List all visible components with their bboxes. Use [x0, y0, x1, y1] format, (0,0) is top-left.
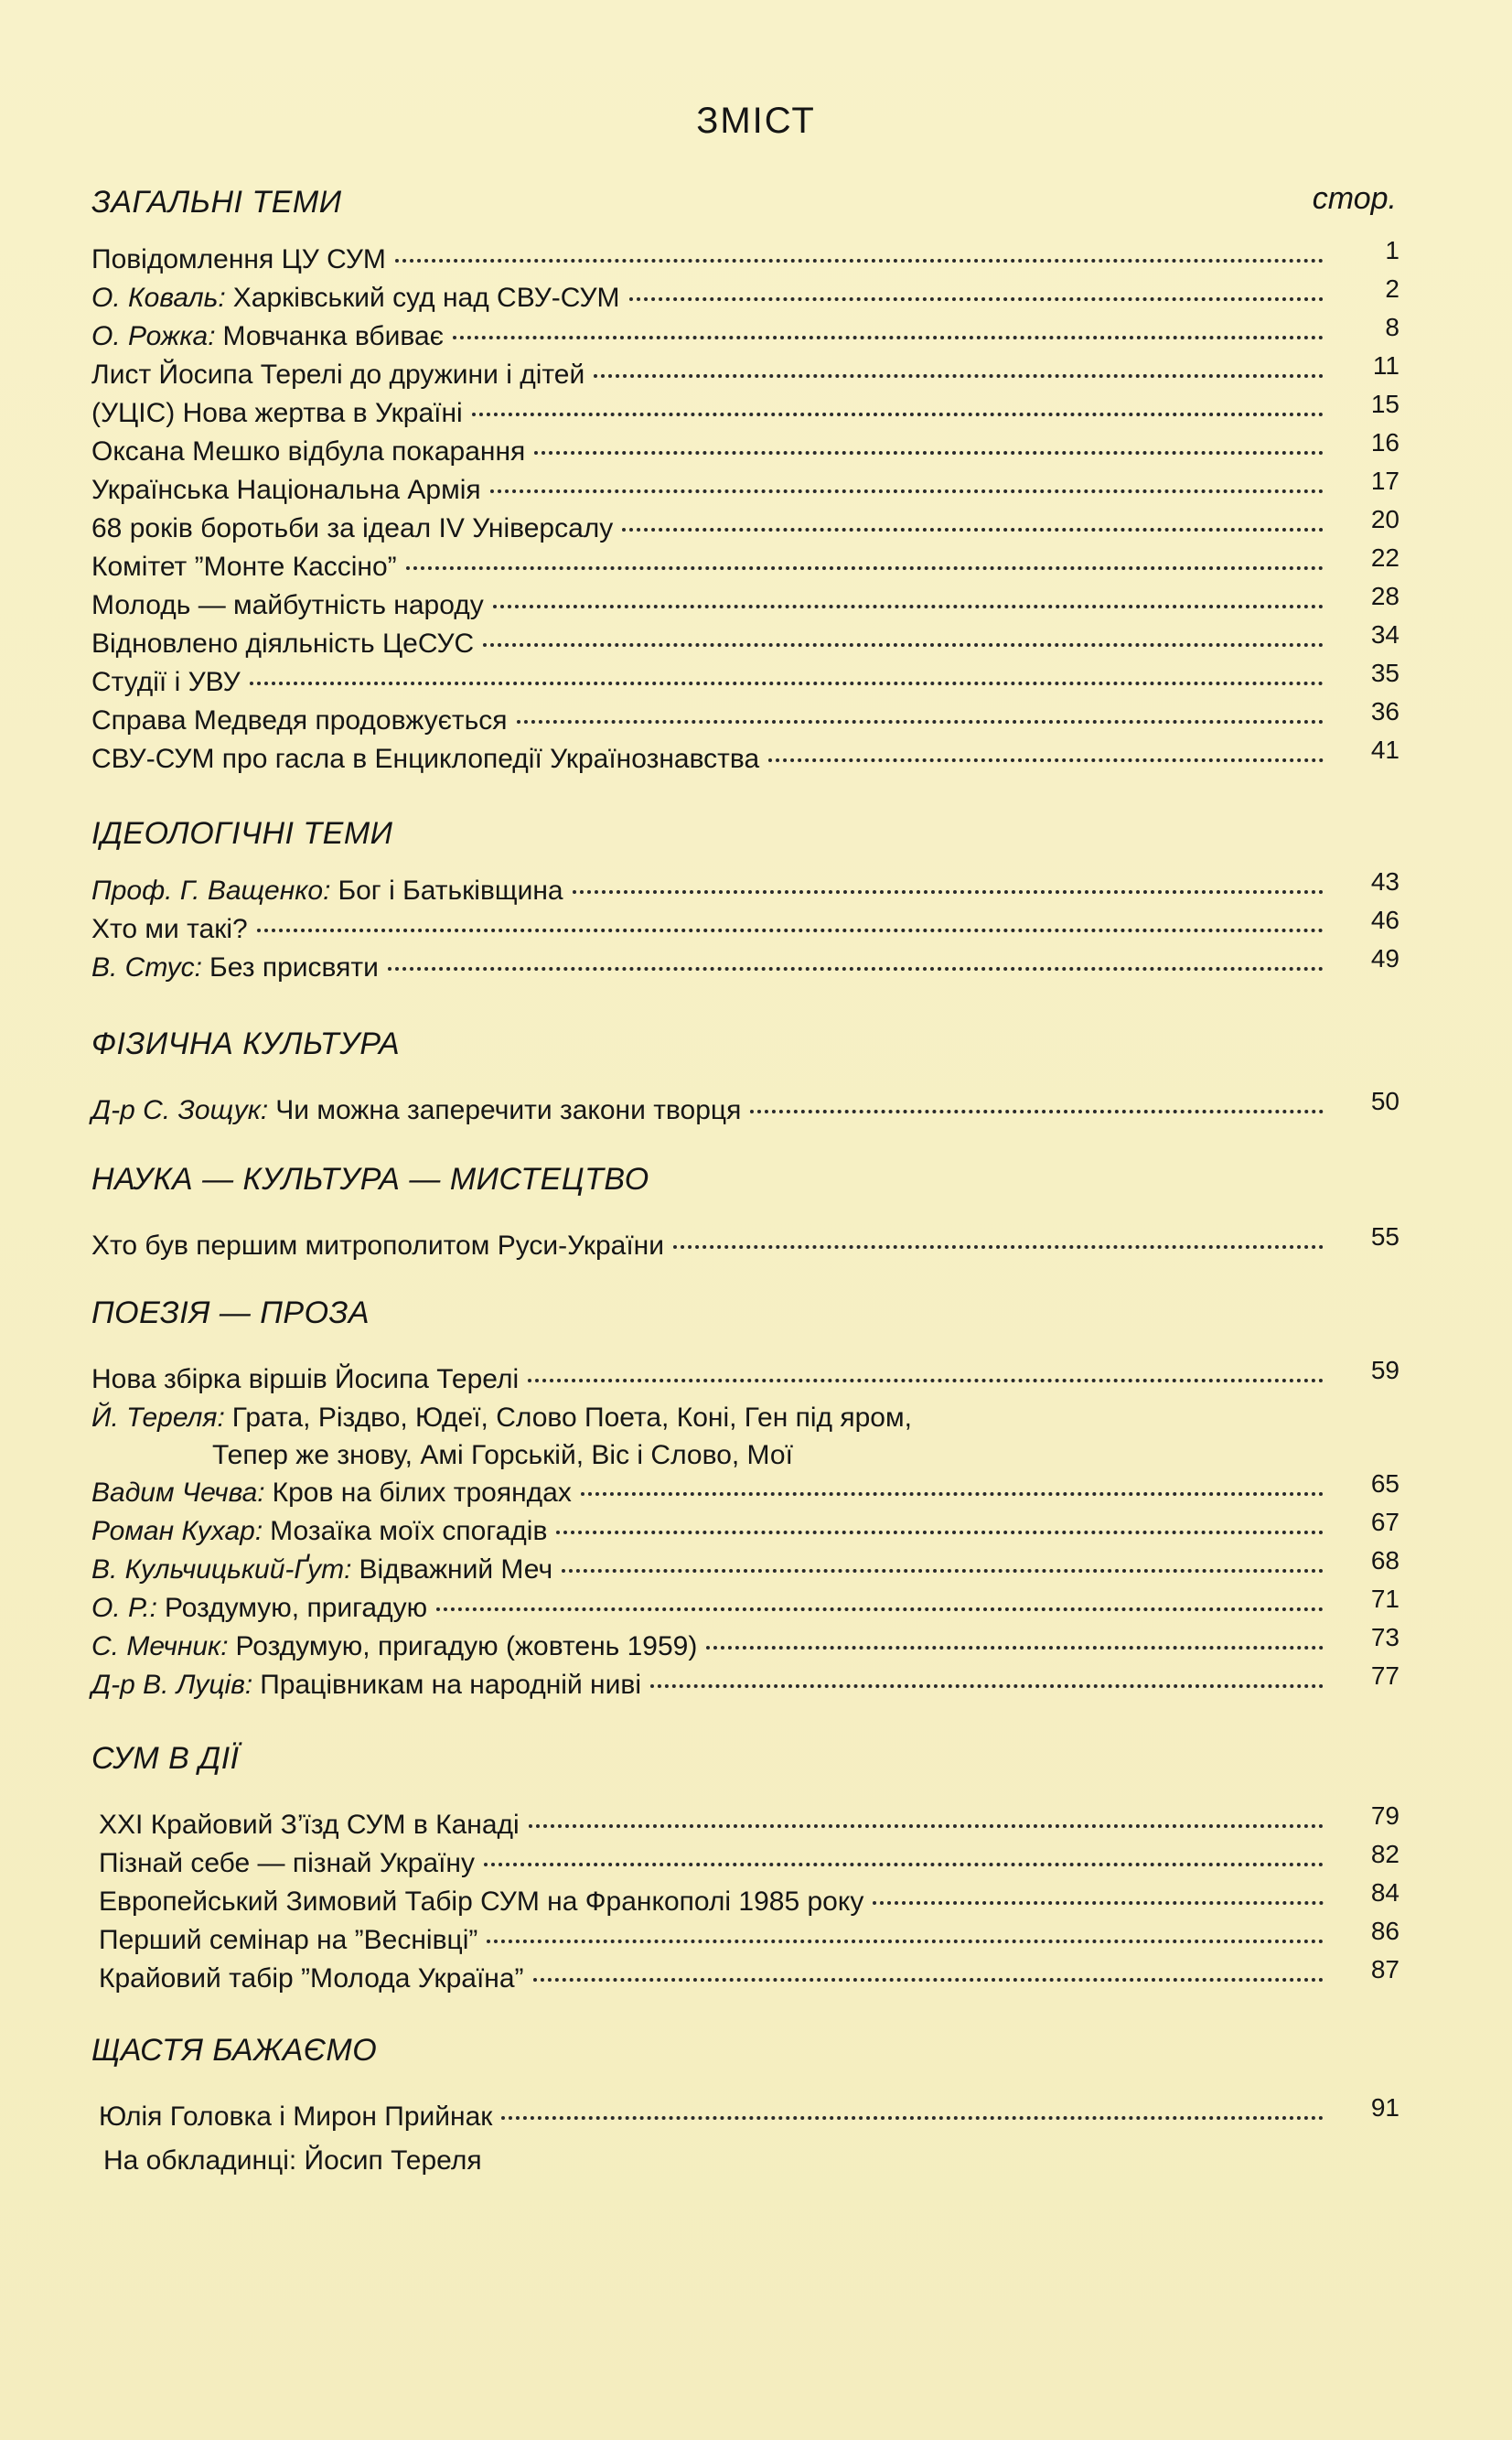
page-number: 71	[1370, 1585, 1399, 1613]
entry-title: Харківський суд над СВУ-СУМ	[232, 283, 620, 313]
toc-entry[interactable]	[91, 736, 1399, 779]
page-number: 65	[1370, 1469, 1399, 1498]
toc-entry[interactable]	[91, 1399, 1399, 1437]
entry-author: В. Кульчицький-Ґут:	[91, 1554, 352, 1585]
dot-leader	[250, 682, 1324, 685]
dot-leader	[562, 1569, 1324, 1573]
page-number: 28	[1370, 582, 1399, 610]
toc-entries	[91, 1222, 1399, 1265]
toc-entry[interactable]	[91, 274, 1399, 317]
toc-entry[interactable]	[91, 1356, 1399, 1399]
dot-leader	[622, 528, 1324, 532]
entry-title: Комітет ”Монте Кассіно”	[91, 552, 397, 582]
dot-leader	[484, 1863, 1324, 1866]
toc-entry[interactable]	[91, 428, 1399, 471]
entry-title: Перший семінар на ”Веснівці”	[99, 1925, 478, 1955]
toc-entry[interactable]	[99, 1840, 1399, 1883]
section-heading: ПОЕЗІЯ — ПРОЗА	[91, 1295, 370, 1330]
page-number: 36	[1370, 697, 1399, 726]
toc-entry[interactable]	[91, 1222, 1399, 1265]
entry-title: Справа Медведя продовжується	[91, 705, 508, 736]
dot-leader	[573, 890, 1324, 894]
cover-note: На обкладинці: Йосип Тереля	[103, 2145, 482, 2176]
page-title: ЗМІСТ	[696, 101, 816, 141]
toc-entry[interactable]	[91, 1508, 1399, 1551]
entry-title: Лист Йосипа Терелі до дружини і дітей	[91, 360, 585, 390]
dot-leader	[594, 374, 1324, 378]
entry-title: ХХІ Крайовий З’їзд СУМ в Канаді	[99, 1810, 520, 1840]
toc-entry[interactable]	[99, 2093, 1399, 2136]
entry-author: С. Мечник:	[91, 1631, 229, 1661]
section-heading: НАУКА — КУЛЬТУРА — МИСТЕЦТВО	[91, 1162, 649, 1197]
toc-entries	[91, 1087, 1399, 1130]
page-number: 86	[1370, 1917, 1399, 1945]
entry-title: Роздумую, пригадую (жовтень 1959)	[235, 1631, 698, 1661]
toc-entry[interactable]	[91, 582, 1399, 625]
entry-title: Мовчанка вбиває	[222, 321, 444, 351]
toc-entry[interactable]	[91, 313, 1399, 356]
dot-leader	[395, 259, 1324, 263]
entry-title: Хто був першим митрополитом Руси-України	[91, 1231, 664, 1261]
section-science-culture-art	[91, 1154, 1399, 1265]
toc-entry[interactable]	[91, 351, 1399, 394]
dot-leader	[517, 720, 1324, 724]
dot-leader	[873, 1901, 1324, 1905]
toc-entry[interactable]	[91, 1661, 1399, 1704]
section-sum-in-action	[91, 1733, 1399, 1998]
section-heading: СУМ В ДІЇ	[91, 1741, 240, 1776]
toc-entry[interactable]	[91, 944, 1399, 987]
entry-title: Европейський Зимовий Табір СУМ на Франкополі 1985 року	[99, 1886, 864, 1917]
toc-entry[interactable]	[91, 1623, 1399, 1666]
toc-entry[interactable]	[91, 1469, 1399, 1512]
page-number: 73	[1370, 1623, 1399, 1651]
toc-entries	[91, 236, 1399, 779]
page-number: 49	[1370, 944, 1399, 973]
dot-leader	[453, 336, 1324, 339]
entry-title: Відновлено діяльність ЦеСУС	[91, 629, 475, 659]
section-poetry-prose	[91, 1287, 1399, 1704]
dot-leader	[533, 1978, 1324, 1982]
toc-entry[interactable]	[91, 697, 1399, 740]
toc-entry[interactable]	[91, 1585, 1399, 1628]
entry-author: Проф. Г. Ващенко:	[91, 876, 331, 906]
section-ideological-topics	[91, 808, 1399, 987]
entry-title: Молодь — майбутність народу	[91, 590, 484, 620]
page-number: 87	[1370, 1955, 1399, 1983]
entry-title: Хто ми такі?	[91, 914, 248, 944]
toc-entry[interactable]	[91, 505, 1399, 548]
toc-entries	[91, 2093, 1399, 2136]
dot-leader	[706, 1646, 1324, 1650]
toc-entry[interactable]	[91, 659, 1399, 702]
section-congratulations	[91, 2025, 1399, 2136]
entry-title: Оксана Мешко відбула покарання	[91, 436, 526, 467]
dot-leader	[388, 967, 1324, 971]
entry-title: Мозаїка моїх спогадів	[270, 1516, 548, 1546]
entry-author: Й. Тереля:	[91, 1403, 225, 1433]
page-number: 41	[1370, 736, 1399, 764]
page-number: 46	[1370, 906, 1399, 934]
entry-title: 68 років боротьби за ідеал IV Універсалу	[91, 513, 614, 543]
entry-author: О. Р.:	[91, 1593, 158, 1623]
dot-leader	[472, 413, 1324, 416]
toc-entry[interactable]	[99, 1955, 1399, 1998]
dot-leader	[768, 758, 1324, 762]
dot-leader	[257, 929, 1324, 932]
page-number: 79	[1370, 1801, 1399, 1830]
page-number: 16	[1370, 428, 1399, 457]
toc-entry[interactable]	[99, 1801, 1399, 1844]
entry-title: Українська Національна Армія	[91, 475, 481, 505]
dot-leader	[436, 1607, 1324, 1611]
entry-title: СВУ-СУМ про гасла в Енциклопедії Українознавства	[91, 744, 760, 774]
page-number: 2	[1385, 274, 1399, 303]
page-number: 11	[1372, 351, 1399, 380]
page-number: 59	[1370, 1356, 1399, 1384]
dot-leader	[534, 451, 1324, 455]
entry-continuation: Тепер же знову, Амі Горській, Віс і Слово, Мої	[212, 1440, 793, 1470]
toc-entries	[91, 1801, 1399, 1998]
toc-entry[interactable]	[91, 467, 1399, 510]
page-number: 35	[1370, 659, 1399, 687]
page-number: 34	[1370, 620, 1399, 649]
page-number: 22	[1370, 543, 1399, 572]
entry-title: Юлія Головка і Мирон Прийнак	[99, 2101, 493, 2132]
entry-author: О. Рожка:	[91, 321, 216, 351]
section-heading: ЩАСТЯ БАЖАЄМО	[91, 2033, 378, 2068]
page-number: 15	[1370, 390, 1399, 418]
page-number: 8	[1385, 313, 1399, 341]
entry-title: Грата, Різдво, Юдеї, Слово Поета, Коні, Ген під яром,	[231, 1403, 912, 1433]
section-heading: ФІЗИЧНА КУЛЬТУРА	[91, 1027, 401, 1061]
toc-entry[interactable]	[91, 390, 1399, 433]
entry-title: Повідомлення ЦУ СУМ	[91, 244, 386, 274]
toc-entry[interactable]	[91, 906, 1399, 949]
entry-title: Роздумую, пригадую	[165, 1593, 428, 1623]
dot-leader	[528, 1379, 1324, 1382]
entry-title: Працівникам на народній ниві	[260, 1670, 641, 1700]
page-number: 43	[1370, 867, 1399, 896]
dot-leader	[556, 1531, 1324, 1534]
page-number: 84	[1370, 1878, 1399, 1907]
entry-title: (УЦІС) Нова жертва в Україні	[91, 398, 463, 428]
toc-entry[interactable]	[99, 1917, 1399, 1960]
toc-entry[interactable]	[91, 1546, 1399, 1589]
dot-leader	[750, 1110, 1324, 1113]
toc-entry[interactable]	[91, 620, 1399, 663]
entry-author: В. Стус:	[91, 952, 203, 983]
page-number: 1	[1385, 236, 1399, 264]
entry-title: Чи можна заперечити закони творця	[275, 1095, 742, 1125]
toc-entry[interactable]	[99, 1878, 1399, 1921]
dot-leader	[501, 2116, 1324, 2120]
entry-author: Д-р С. Зощук:	[91, 1095, 269, 1125]
toc-entry[interactable]	[91, 543, 1399, 586]
dot-leader	[483, 643, 1324, 647]
page-number: 68	[1370, 1546, 1399, 1575]
entry-author: Д-р В. Луців:	[91, 1670, 253, 1700]
entry-title: Пізнай себе — пізнай Україну	[99, 1848, 475, 1878]
entry-author: Вадим Чечва:	[91, 1478, 265, 1508]
section-heading: ІДЕОЛОГІЧНІ ТЕМИ	[91, 816, 393, 851]
page-number: 20	[1370, 505, 1399, 533]
toc-entry[interactable]	[91, 867, 1399, 910]
entry-title: Бог і Батьківщина	[338, 876, 563, 906]
page-number: 55	[1370, 1222, 1399, 1251]
page-column-label: стор.	[1312, 181, 1397, 216]
toc-entries	[91, 1356, 1399, 1704]
page-number: 91	[1370, 2093, 1399, 2122]
toc-entry[interactable]	[91, 236, 1399, 279]
dot-leader	[487, 1940, 1324, 1943]
toc-entries	[91, 867, 1399, 987]
section-heading: ЗАГАЛЬНІ ТЕМИ	[91, 185, 342, 220]
entry-title: Кров на білих трояндах	[272, 1478, 572, 1508]
dot-leader	[581, 1492, 1324, 1496]
entry-author: О. Коваль:	[91, 283, 226, 313]
dot-leader	[650, 1684, 1324, 1688]
page-number: 82	[1370, 1840, 1399, 1868]
section-general-topics	[91, 177, 1399, 779]
page-number: 67	[1370, 1508, 1399, 1536]
dot-leader	[673, 1245, 1324, 1249]
dot-leader	[406, 566, 1324, 570]
toc-entry[interactable]	[91, 1087, 1399, 1130]
dot-leader	[629, 297, 1324, 301]
entry-title: Без присвяти	[209, 952, 379, 983]
entry-author: Роман Кухар:	[91, 1516, 263, 1546]
dot-leader	[529, 1824, 1324, 1828]
section-physical-culture	[91, 1018, 1399, 1130]
dot-leader	[493, 605, 1324, 608]
page-number: 17	[1370, 467, 1399, 495]
entry-title: Студії і УВУ	[91, 667, 241, 697]
dot-leader	[490, 489, 1324, 493]
page-number: 50	[1370, 1087, 1399, 1115]
page-number: 77	[1370, 1661, 1399, 1690]
entry-title: Відважний Меч	[359, 1554, 553, 1585]
entry-title: Нова збірка віршів Йосипа Терелі	[91, 1364, 520, 1394]
entry-title: Крайовий табір ”Молода Україна”	[99, 1963, 524, 1994]
